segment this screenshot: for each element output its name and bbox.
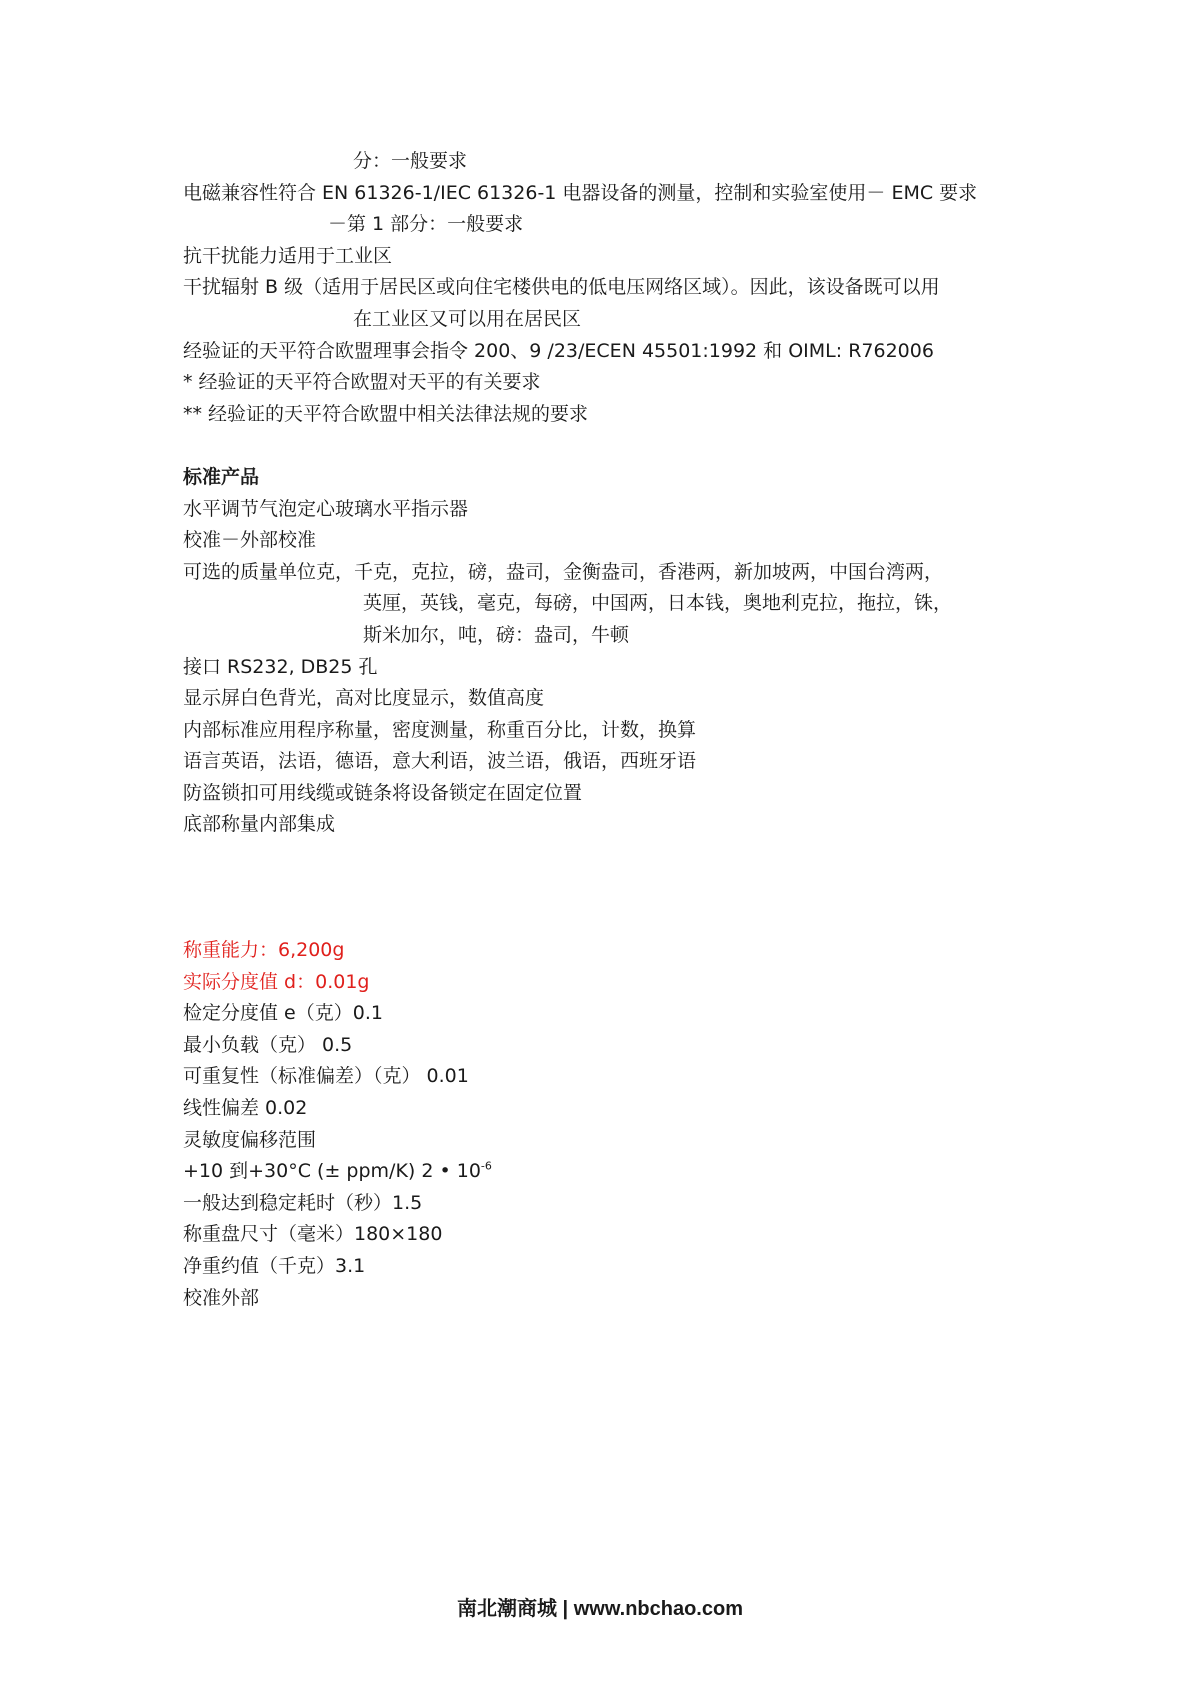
sensitivity-drift-value bbox=[183, 1156, 1033, 1188]
section-spacer bbox=[183, 841, 1033, 935]
readability-spec: 实际分度值 d：0.01g bbox=[183, 970, 370, 993]
stabilization-time-spec: 一般达到稳定耗时（秒）1.5 bbox=[183, 1191, 423, 1214]
mass-units-continuation: 英厘，英钱，毫克，每磅，中国两，日本钱，奥地利克拉，拖拉，铢， bbox=[363, 592, 953, 615]
directive-line: 经验证的天平符合欧盟理事会指令 200、9 /23/ECEN 45501:1992 和 OIML: R762006 bbox=[183, 339, 934, 362]
immunity-line: 抗干扰能力适用于工业区 bbox=[183, 244, 393, 267]
product-item: 语言英语，法语，德语，意大利语，波兰语，俄语，西班牙语 bbox=[183, 750, 697, 773]
capacity-spec: 称重能力：6,200g bbox=[183, 939, 345, 962]
sensitivity-value-text: +10 到+30°C (± ppm/K) 2 • 10 bbox=[183, 1160, 481, 1183]
document-body bbox=[183, 146, 1033, 1314]
product-item: 防盗锁扣可用线缆或链条将设备锁定在固定位置 bbox=[183, 781, 583, 804]
product-item: 底部称量内部集成 bbox=[183, 813, 336, 836]
section-spacer bbox=[183, 430, 1033, 462]
product-item: 水平调节气泡定心玻璃水平指示器 bbox=[183, 497, 469, 520]
emission-class-line: 干扰辐射 B 级（适用于居民区或向住宅楼供电的低电压网络区域）。因此，该设备既可以用 bbox=[183, 276, 940, 299]
calibration-spec: 校准外部 bbox=[183, 1286, 260, 1309]
footnote-single-star: * 经验证的天平符合欧盟对天平的有关要求 bbox=[183, 371, 541, 394]
min-load-spec: 最小负载（克） 0.5 bbox=[183, 1033, 353, 1056]
mass-units-line: 可选的质量单位克，千克，克拉，磅，盎司，金衡盎司，香港两，新加坡两，中国台湾两， bbox=[183, 560, 944, 583]
product-item: 接口 RS232, DB25 孔 bbox=[183, 655, 378, 678]
product-item: 校准－外部校准 bbox=[183, 529, 317, 552]
sensitivity-drift-label: 灵敏度偏移范围 bbox=[183, 1128, 317, 1151]
net-weight-spec: 净重约值（千克）3.1 bbox=[183, 1255, 366, 1277]
emc-compliance-continuation: －第 1 部分：一般要求 bbox=[328, 213, 524, 236]
standard-products-heading: 标准产品 bbox=[183, 465, 260, 488]
product-item: 内部标准应用程序称量，密度测量，称重百分比，计数，换算 bbox=[183, 718, 697, 741]
repeatability-spec: 可重复性（标准偏差）（克） 0.01 bbox=[183, 1065, 469, 1088]
emission-class-continuation: 在工业区又可以用在居民区 bbox=[353, 307, 582, 330]
footer-watermark: 南北潮商城 | www.nbchao.com bbox=[457, 1598, 743, 1620]
product-item: 显示屏白色背光，高对比度显示，数值高度 bbox=[183, 687, 545, 710]
linearity-spec: 线性偏差 0.02 bbox=[183, 1097, 308, 1120]
mass-units-continuation: 斯米加尔，吨，磅：盎司，牛顿 bbox=[363, 623, 630, 646]
compliance-line-continuation: 分：一般要求 bbox=[353, 150, 468, 172]
emc-compliance-line: 电磁兼容性符合 EN 61326-1/IEC 61326-1 电器设备的测量，控制和实验室使用－ EMC 要求 bbox=[183, 181, 978, 204]
pan-size-spec: 称重盘尺寸（毫米）180×180 bbox=[183, 1223, 443, 1246]
footnote-double-star: ** 经验证的天平符合欧盟中相关法律法规的要求 bbox=[183, 402, 589, 425]
verification-interval-spec: 检定分度值 e（克）0.1 bbox=[183, 1002, 383, 1025]
sensitivity-exponent: -6 bbox=[480, 1159, 492, 1173]
